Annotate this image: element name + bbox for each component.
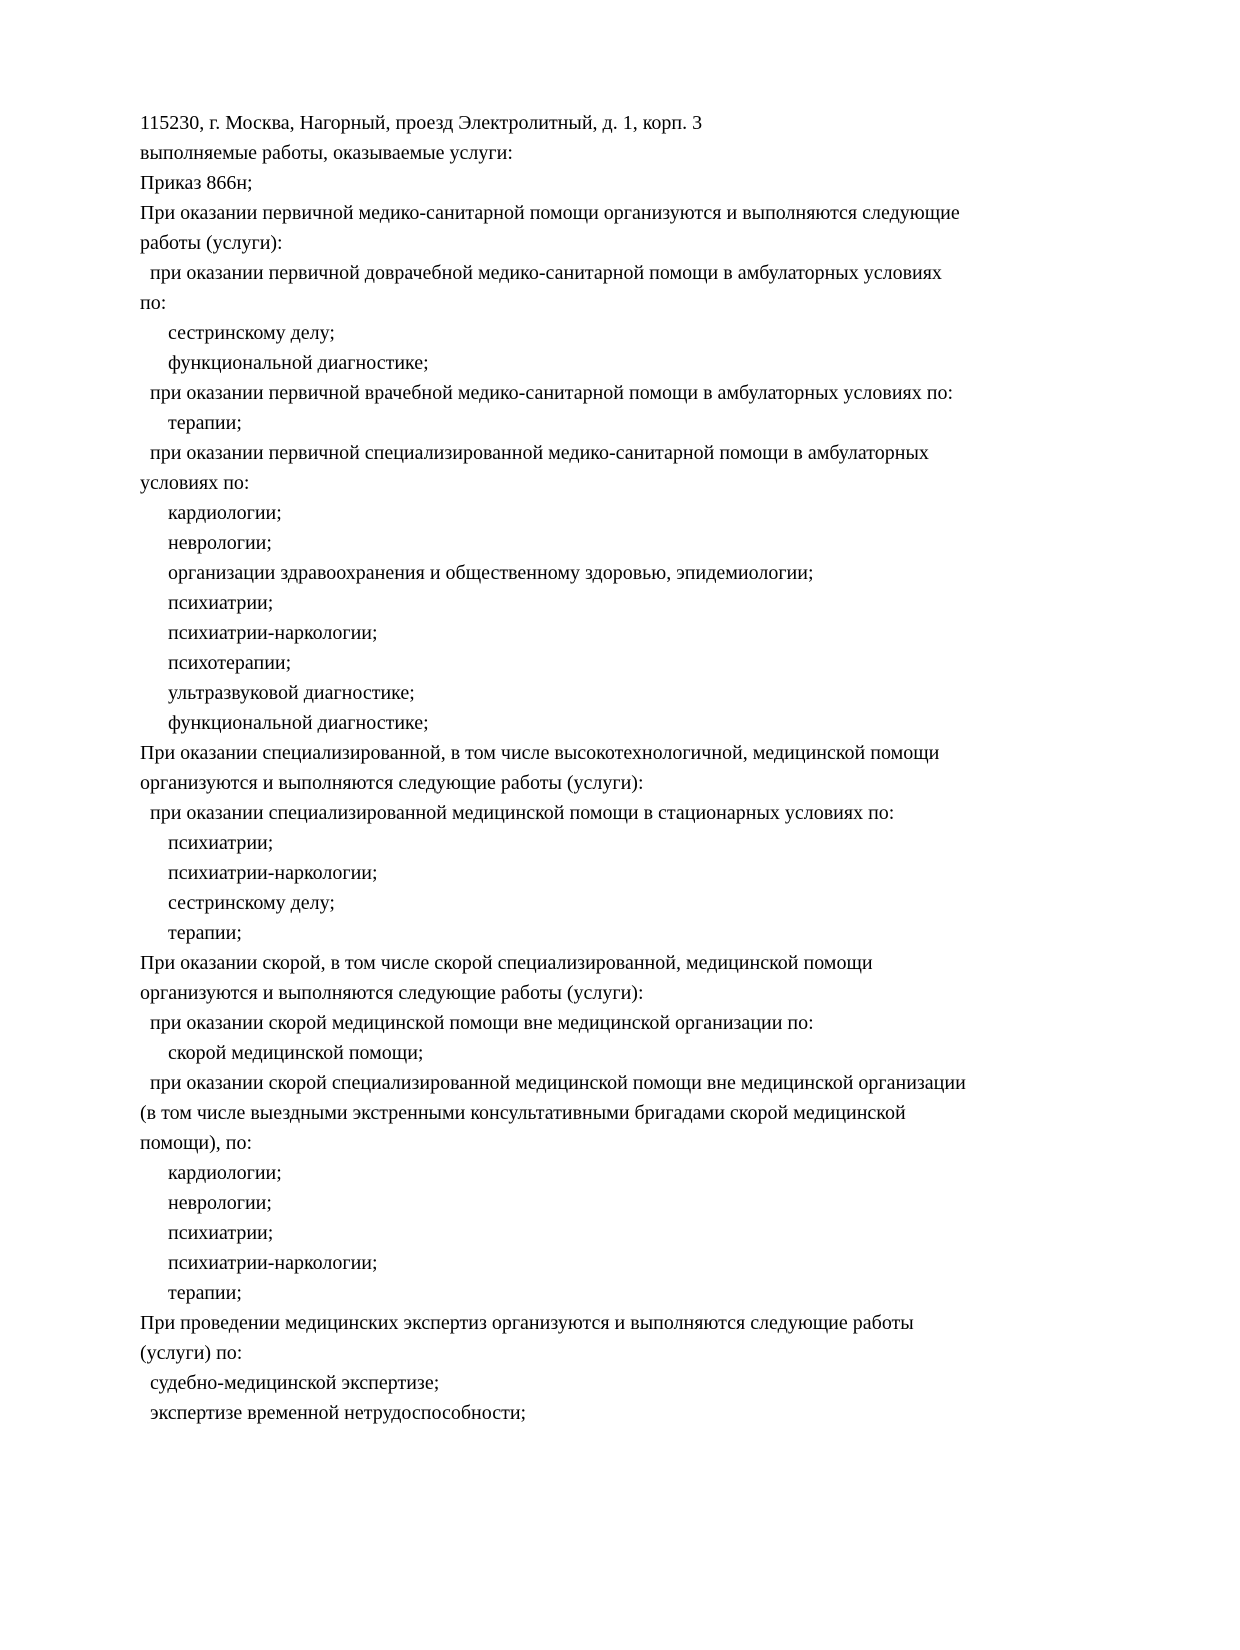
document-line: условиях по:	[140, 472, 250, 494]
document-line: при оказании первичной врачебной медико-санитарной помощи в амбулаторных условиях по:	[150, 382, 954, 404]
document-line: 115230, г. Москва, Нагорный, проезд Электролитный, д. 1, корп. 3	[140, 112, 703, 134]
document-line: (в том числе выездными экстренными консультативными бригадами скорой медицинской	[140, 1102, 906, 1124]
document-line: терапии;	[168, 922, 242, 944]
document-line: психиатрии-наркологии;	[168, 862, 378, 884]
document-line: функциональной диагностике;	[168, 712, 429, 734]
document-line: При оказании первичной медико-санитарной помощи организуются и выполняются следующие	[140, 202, 960, 224]
document-line: психиатрии-наркологии;	[168, 1252, 378, 1274]
document-line: организуются и выполняются следующие работы (услуги):	[140, 982, 644, 1004]
document-line: при оказании первичной специализированной медико-санитарной помощи в амбулаторных	[150, 442, 929, 464]
document-body	[140, 108, 1200, 1428]
document-line: помощи), по:	[140, 1132, 253, 1154]
document-line: при оказании специализированной медицинской помощи в стационарных условиях по:	[150, 802, 895, 824]
document-line: (услуги) по:	[140, 1342, 243, 1364]
document-line: психотерапии;	[168, 652, 292, 674]
document-line: работы (услуги):	[140, 232, 283, 254]
document-line: При проведении медицинских экспертиз организуются и выполняются следующие работы	[140, 1312, 914, 1334]
document-line: при оказании первичной доврачебной медико-санитарной помощи в амбулаторных условиях	[150, 262, 942, 284]
document-line: психиатрии-наркологии;	[168, 622, 378, 644]
document-line: психиатрии;	[168, 1222, 274, 1244]
document-line: скорой медицинской помощи;	[168, 1042, 424, 1064]
document-line: выполняемые работы, оказываемые услуги:	[140, 142, 513, 164]
document-line: При оказании специализированной, в том числе высокотехнологичной, медицинской помощи	[140, 742, 940, 764]
document-line: Приказ 866н;	[140, 172, 253, 194]
document-line: сестринскому делу;	[168, 322, 335, 344]
document-line: неврологии;	[168, 532, 272, 554]
document-line: психиатрии;	[168, 832, 274, 854]
document-line: терапии;	[168, 1282, 242, 1304]
document-line: неврологии;	[168, 1192, 272, 1214]
document-line: кардиологии;	[168, 1162, 282, 1184]
document-line: кардиологии;	[168, 502, 282, 524]
document-line: экспертизе временной нетрудоспособности;	[150, 1402, 527, 1424]
document-line: при оказании скорой медицинской помощи вне медицинской организации по:	[150, 1012, 814, 1034]
document-line: при оказании скорой специализированной медицинской помощи вне медицинской организации	[150, 1072, 966, 1094]
document-line: организации здравоохранения и общественному здоровью, эпидемиологии;	[168, 562, 814, 584]
document-line: ультразвуковой диагностике;	[168, 682, 415, 704]
document-line: терапии;	[168, 412, 242, 434]
document-line: психиатрии;	[168, 592, 274, 614]
document-line: При оказании скорой, в том числе скорой специализированной, медицинской помощи	[140, 952, 873, 974]
document-line: сестринскому делу;	[168, 892, 335, 914]
document-line: судебно-медицинской экспертизе;	[150, 1372, 440, 1394]
document-line: организуются и выполняются следующие работы (услуги):	[140, 772, 644, 794]
document-line: функциональной диагностике;	[168, 352, 429, 374]
document-line: по:	[140, 292, 167, 314]
